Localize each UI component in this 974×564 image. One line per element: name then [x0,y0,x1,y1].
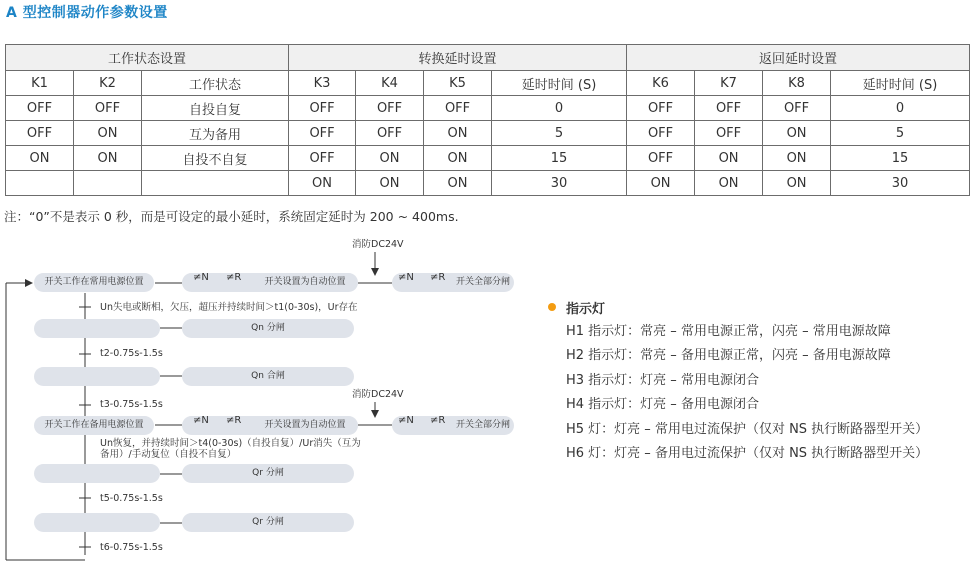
condition-label: Un恢复，并持续时间＞t4(0-30s)（自投自复）/Ur消失（互为 [100,438,361,449]
switch-n-icon: ≠N [398,272,414,283]
delay-label: t6-0.75s-1.5s [100,542,163,553]
table-cell: ON [763,171,831,196]
switch-r-label: R [234,415,242,426]
table-cell: ON [356,171,424,196]
table-cell: 0 [492,96,627,121]
table-cell: ON [289,171,356,196]
switch-n-label: N [406,415,414,426]
indicator-item: H2 指示灯：常亮 – 备用电源正常，闪亮 – 备用电源故障 [566,348,891,364]
table-cell: 5 [831,121,970,146]
indicator-title: 指示灯 [566,301,606,317]
delay-label: t2-0.75s-1.5s [100,348,163,359]
group-header: 返回延时设置 [627,45,970,71]
table-row [6,146,970,171]
spine-pill [34,464,160,483]
table-row [6,96,970,121]
column-header: K8 [763,71,831,96]
table-cell [142,171,289,196]
table-cell: 30 [492,171,627,196]
table-cell: ON [763,121,831,146]
spine-pill [34,319,160,338]
table-cell: ON [424,146,492,171]
table-cell: 15 [492,146,627,171]
column-header: K3 [289,71,356,96]
switch-n-label: N [201,415,209,426]
delay-label: t3-0.75s-1.5s [100,399,163,410]
table-cell: OFF [627,121,695,146]
switch-n-label: N [201,272,209,283]
fire-signal-label: 消防DC24V [352,389,404,400]
table-cell: ON [74,146,142,171]
group-header-row [6,45,970,71]
table-cell: OFF [289,146,356,171]
table-note: 注：“0”不是表示 0 秒，而是可设定的最小延时，系统固定延时为 200 ~ 400ms. [4,209,459,224]
indicator-item: H3 指示灯：灯亮 – 常用电源闭合 [566,372,759,388]
switch-n-label: N [406,272,414,283]
table-row [6,171,970,196]
column-header: K7 [695,71,763,96]
condition-label: Un失电或断相，欠压，超压并持续时间＞t1(0-30s)，Ur存在 [100,302,358,313]
qn-close-box: Qn 合闸 [182,367,354,386]
switch-n-icon: ≠N [193,272,209,283]
table-cell: 0 [831,96,970,121]
table-cell: ON [763,146,831,171]
table-cell: 15 [831,146,970,171]
indicator-section [548,297,968,466]
switch-n-icon: ≠N [193,415,209,426]
indicator-item: H1 指示灯：常亮 – 常用电源正常，闪亮 – 常用电源故障 [566,324,891,339]
auto-position-label: 开关设置为自动位置 [264,277,346,287]
qr-open-box: Qr 分闸 [182,464,354,483]
table-cell: OFF [289,121,356,146]
table-cell: OFF [74,96,142,121]
switch-r-label: R [438,272,446,283]
table-cell: 自投不自复 [142,146,289,171]
table-cell: OFF [289,96,356,121]
fire-signal-label: 消防DC24V [352,239,404,250]
start-state-normal: 开关工作在常用电源位置 [34,273,154,292]
column-header: K5 [424,71,492,96]
qr-open-box: Qr 分闸 [182,513,354,532]
table-cell: OFF [6,121,74,146]
table-cell: OFF [627,146,695,171]
column-header: K1 [6,71,74,96]
switch-r-icon: ≠R [430,415,446,426]
spine-pill [34,513,160,532]
column-header: K4 [356,71,424,96]
spine-pill [34,367,160,386]
table-cell: ON [627,171,695,196]
delay-label: t5-0.75s-1.5s [100,493,163,504]
table-cell: 5 [492,121,627,146]
table-cell: 自投自复 [142,96,289,121]
column-header-row [6,71,970,96]
table-cell: OFF [695,96,763,121]
table-cell: ON [6,146,74,171]
group-header: 转换延时设置 [289,45,627,71]
column-header: K6 [627,71,695,96]
table-cell: 互为备用 [142,121,289,146]
group-header: 工作状态设置 [6,45,289,71]
indicator-item: H5 灯：灯亮 – 常用电过流保护（仅对 NS 执行断路器型开关） [566,421,929,437]
page-title: A 型控制器动作参数设置 [6,5,168,21]
start-state-standby: 开关工作在备用电源位置 [34,416,154,435]
flow-diagram [0,230,540,564]
table-cell: OFF [763,96,831,121]
table-cell: ON [74,121,142,146]
parameter-table [5,44,970,196]
switch-n-icon: ≠N [398,415,414,426]
table-cell: OFF [6,96,74,121]
indicator-heading [548,297,968,317]
qn-open-box: Qn 分闸 [182,319,354,338]
all-open-label: 开关全部分闸 [455,420,510,430]
table-cell: OFF [627,96,695,121]
table-cell [74,171,142,196]
table-cell: ON [356,146,424,171]
table-row [6,121,970,146]
table-cell: OFF [424,96,492,121]
all-open-label: 开关全部分闸 [455,277,510,287]
indicator-list [548,320,968,466]
table-cell: ON [424,121,492,146]
table-cell: OFF [695,121,763,146]
table-cell: ON [695,146,763,171]
table-cell [6,171,74,196]
switch-r-icon: ≠R [226,272,242,283]
switch-r-icon: ≠R [430,272,446,283]
switch-r-icon: ≠R [226,415,242,426]
indicator-item: H4 指示灯：灯亮 – 备用电源闭合 [566,397,759,413]
table-cell: 30 [831,171,970,196]
condition-label: 备用）/手动复位（自投不自复） [100,449,237,460]
bullet-dot-icon [548,303,556,311]
column-header: 工作状态 [142,71,289,96]
table-cell: OFF [356,121,424,146]
switch-r-label: R [438,415,446,426]
indicator-item: H6 灯：灯亮 – 备用电过流保护（仅对 NS 执行断路器型开关） [566,445,929,461]
auto-position-label: 开关设置为自动位置 [264,420,346,430]
table-cell: ON [695,171,763,196]
column-header: 延时时间 (S) [492,71,627,96]
table-cell: OFF [356,96,424,121]
switch-r-label: R [234,272,242,283]
column-header: 延时时间 (S) [831,71,970,96]
column-header: K2 [74,71,142,96]
table-cell: ON [424,171,492,196]
